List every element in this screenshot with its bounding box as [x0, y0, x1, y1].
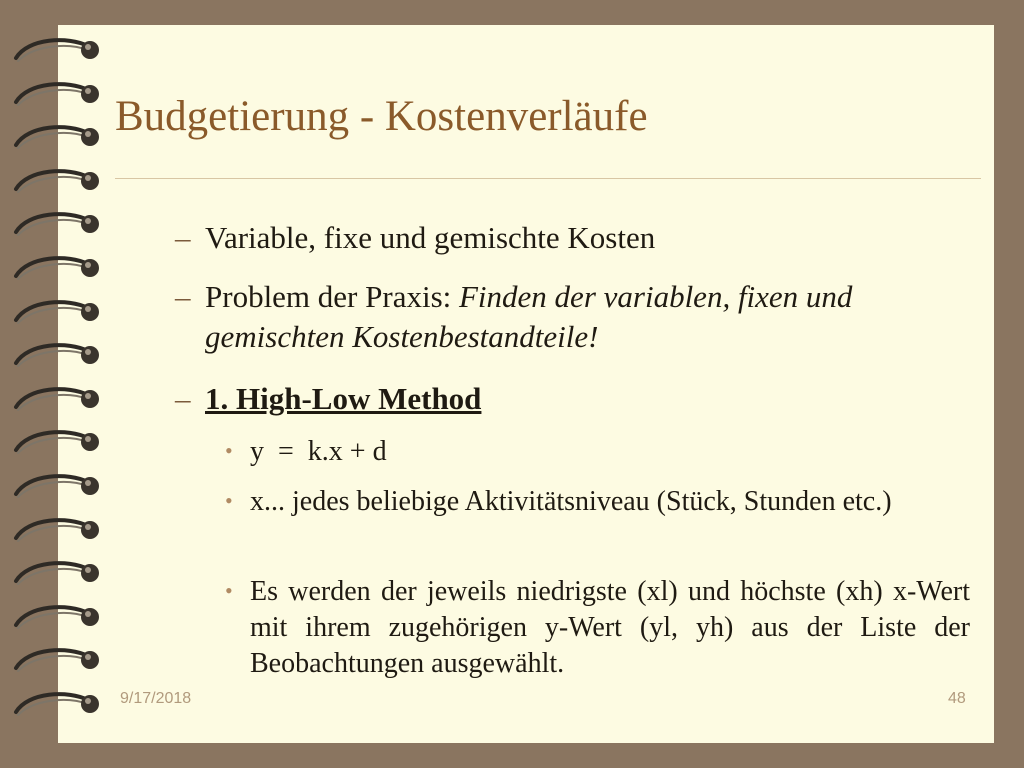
dash-bullet: – [175, 279, 191, 314]
bullet-dot: • [225, 578, 233, 603]
spiral-ring-icon [8, 159, 104, 203]
spiral-ring-icon [8, 420, 104, 464]
slide-title: Budgetierung - Kostenverläufe [115, 93, 648, 140]
dash-bullet: – [175, 381, 191, 416]
list-item-2-lead: Problem der Praxis: [205, 279, 459, 314]
sub-item-2-text: x... jedes beliebige Aktivitätsniveau (Stück, Stunden etc.) [250, 486, 892, 517]
sub-item-1-text: y = k.x + d [250, 436, 387, 467]
spiral-ring-icon [8, 551, 104, 595]
spiral-ring-icon [8, 202, 104, 246]
spiral-ring-icon [8, 682, 104, 726]
spiral-ring-icon [8, 72, 104, 116]
list-item-2-italic: Finden der variablen, fixen und gemischten Kostenbestandteile! [205, 279, 853, 354]
footer-date: 9/17/2018 [120, 690, 192, 707]
bullet-dot: • [225, 438, 233, 463]
sub-item-3-text: Es werden der jeweils niedrigste (xl) und höchste (xh) x-Wert mit ihrem zugehörigen y-Wert (yl, yh) aus der Liste der Beobachtungen ausgewählt. [250, 576, 970, 679]
list-item-3-bold: 1. High-Low Method [205, 381, 482, 416]
bullet-dot: • [225, 488, 233, 513]
list-item-1-text: Variable, fixe und gemischte Kosten [205, 220, 656, 255]
spiral-ring-icon [8, 638, 104, 682]
title-divider [115, 178, 981, 179]
spiral-ring-icon [8, 508, 104, 552]
spiral-ring-icon [8, 28, 104, 72]
footer-page-number: 48 [948, 690, 966, 707]
spiral-ring-icon [8, 246, 104, 290]
list-item-2-text [205, 277, 965, 357]
spiral-ring-icon [8, 333, 104, 377]
spiral-ring-icon [8, 290, 104, 334]
dash-bullet: – [175, 220, 191, 255]
spiral-ring-icon [8, 595, 104, 639]
spiral-ring-icon [8, 115, 104, 159]
spiral-ring-icon [8, 377, 104, 421]
spiral-ring-icon [8, 464, 104, 508]
